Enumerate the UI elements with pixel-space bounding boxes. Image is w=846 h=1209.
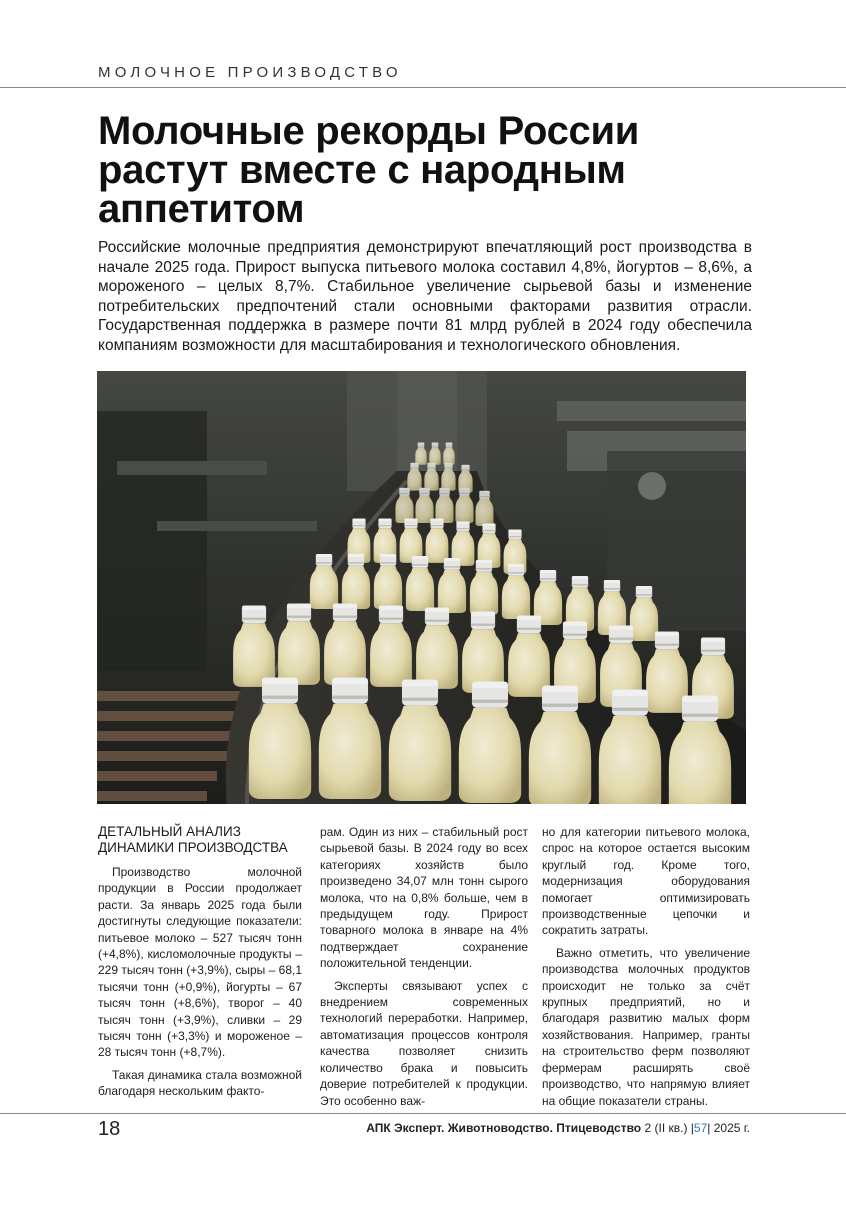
- headline: Молочные рекорды России растут вместе с народным аппетитом: [98, 109, 640, 231]
- issue-year: | 2025 г.: [707, 1121, 750, 1135]
- article-column-1: [98, 824, 302, 1106]
- journal-footer: [366, 1121, 750, 1135]
- paragraph: Важно отметить, что увеличение производства молочных продуктов происходит не только за счёт крупных предприятий, но и благодаря развитию малых форм хозяйствования. Например, гранты на строительство ферм позволяют фермерам расширять своё производство, что напрямую влияет на общие показатели страны.: [542, 945, 750, 1108]
- article-column-3: [542, 824, 750, 1115]
- paragraph: но для категории питьевого молока, спрос на которое остается высоким круглый год. Кроме того, модернизация оборудования помогает оптимизировать производственные цепочки и сократить затраты.: [542, 825, 750, 938]
- paragraph: рам. Один из них – стабильный рост сырьевой базы. В 2024 году во всех категориях хозяйств было произведено 34,07 млн тонн сырого молока, что на 0,8% больше, чем в предыдущем году. Прирост товарного молока в январе на 4% подтверждает сохранение положительной тенденции.: [320, 825, 528, 971]
- page-number: 18: [98, 1118, 121, 1140]
- section-subheading: ДЕТАЛЬНЫЙ АНАЛИЗ ДИНАМИКИ ПРОИЗВОДСТВА: [98, 824, 288, 855]
- paragraph: Производство молочной продукции в России продолжает расти. За январь 2025 года были достигнуты следующие показатели: питьевое молоко – 527 тысяч тонн (+4,8%), кисломолочные продукты – 229 тысяч тонн (+3,9%), сыры – 68,1 тысячи тонн (+0,9%), йогурты – 67 тысяч тонн (+8,6%), творог – 40 тысяч тонн (+3,9%), сливки – 29 тысяч тонн (+3,3%) и мороженое – 28 тысяч тонн (+8,7%).: [98, 865, 302, 1060]
- paragraph: Такая динамика стала возможной благодаря нескольким факто-: [98, 1067, 302, 1099]
- journal-title: АПК Эксперт. Животноводство. Птицеводство: [366, 1121, 642, 1135]
- article-column-2: [320, 824, 528, 1115]
- milk-bottles-conveyor-illustration: [97, 371, 746, 804]
- issue-prefix: 2 (II кв.) |: [644, 1121, 694, 1135]
- section-label: МОЛОЧНОЕ ПРОИЗВОДСТВО: [98, 64, 402, 81]
- issue-number: 57: [693, 1121, 708, 1135]
- lead-paragraph: Российские молочные предприятия демонстрируют впечатляющий рост производства в начале 2025 года. Прирост выпуска питьевого молока составил 4,8%, йогуртов – 8,6%, а мороженого – целых 8,7%. Стабильное увеличение сырьевой базы и изменение потребительских предпочтений стали основными факторами развития отрасли. Государственная поддержка в размере почти 81 млрд рублей в 2024 году обеспечила компаниям возможности для масштабирования и технологического обновления.: [98, 239, 752, 354]
- paragraph: Эксперты связывают успех с внедрением современных технологий переработки. Например, автоматизация процессов контроля качества позволяет снизить количество брака и повысить доверие потребителей к продукции. Это особенно важ-: [320, 978, 528, 1108]
- article-photo: [97, 371, 746, 804]
- bottom-divider: [0, 1113, 846, 1114]
- top-divider: [0, 87, 846, 88]
